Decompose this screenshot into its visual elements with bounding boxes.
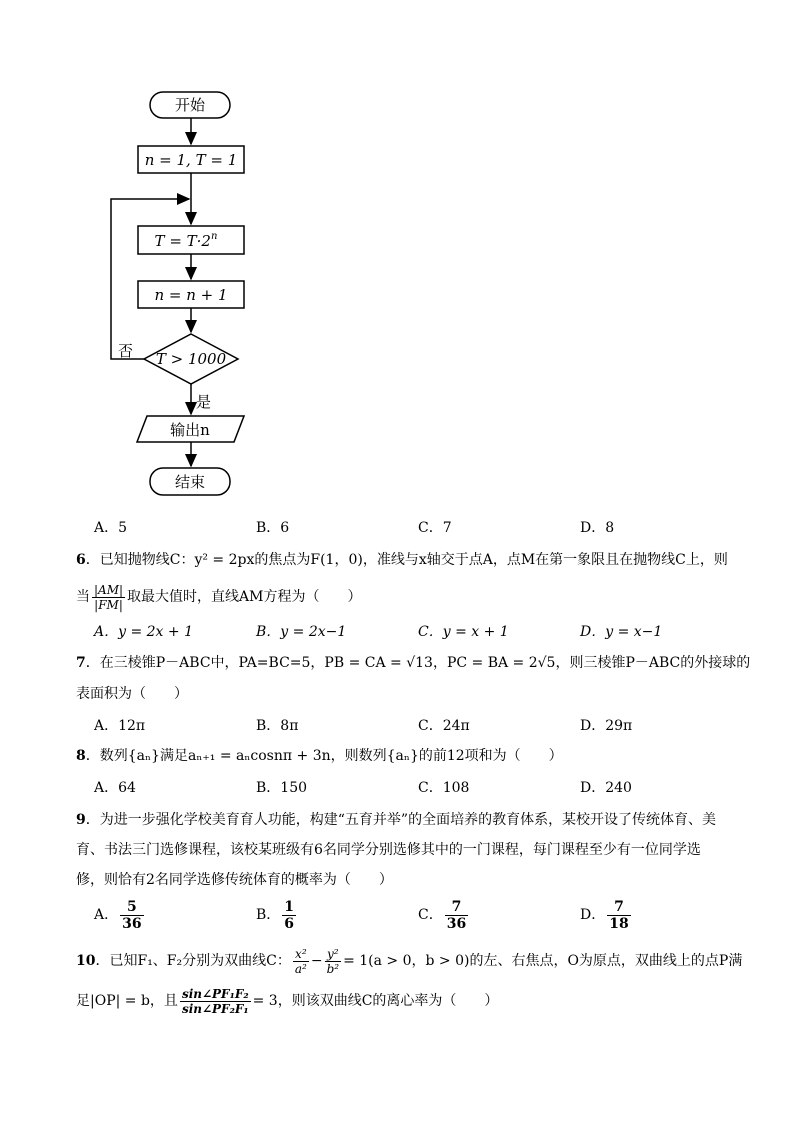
q6-number: 6 — [76, 552, 86, 568]
q7-line1 — [76, 653, 750, 673]
flowchart — [0, 0, 794, 520]
q7-option-a: A．12π — [94, 718, 146, 734]
q5-option-a: A．5 — [94, 520, 128, 536]
q9-text: ．为进一步强化学校美育育人功能，构建“五育并举”的全面培养的教育体系，某校开设了传统体育、美 — [85, 812, 717, 828]
q8-option-b: B．150 — [256, 780, 308, 796]
q8-option-a: A．64 — [94, 780, 136, 796]
q10-number: 10 — [76, 953, 96, 969]
q6-suffix: 取最大值时，直线AM方程为（ ） — [127, 589, 362, 605]
q6-line2 — [76, 580, 362, 614]
q8-option-c: C．108 — [418, 780, 470, 796]
q9-number: 9 — [76, 812, 86, 828]
q6-line1 — [76, 550, 728, 570]
q10-text-c: 足|OP| = b，且 — [76, 993, 178, 1009]
q9-option-a: A． $\frac{5}{36}$ — [94, 898, 142, 932]
q8-text: ．数列{aₙ}满足aₙ₊₁ = aₙcosnπ + 3n，则数列{aₙ}的前12项和为（ ） — [85, 748, 563, 764]
q10-frac-sin: $\frac{\text{sin∠PF₁F₂}}{\text{sin∠PF₂F₁}}$ — [181, 986, 249, 1016]
q7-text: ．在三棱锥P－ABC中，PA=BC=5，PB = CA = √13，PC = BA = 2√5，则三棱锥P－ABC的外接球的 — [85, 655, 751, 671]
q6-fraction: $\frac{|AM|}{|FM|}$ — [94, 582, 124, 612]
q8-line1 — [76, 746, 563, 766]
q9-line2: 育、书法三门选修课程，该校某班级有6名同学分别选修其中的一门课程，每门课程至少有一位同学选 — [76, 842, 701, 858]
flowchart-step2-text: n = n + 1 — [154, 286, 228, 304]
q10-frac-x: $\frac{\text{x²}}{\text{a²}}$ — [294, 946, 307, 976]
q6-option-a: A．y = 2x + 1 — [94, 624, 193, 640]
q5-option-d: D．8 — [580, 520, 615, 536]
flowchart-loop-arrow — [111, 199, 189, 359]
q7-option-b: B．8π — [256, 718, 299, 734]
flowchart-yes-label: 是 — [196, 393, 212, 411]
q9-line3: 修，则恰有2名同学选修传统体育的概率为（ ） — [76, 872, 393, 888]
flowchart-start-text: 开始 — [174, 96, 206, 114]
q10-line1 — [76, 944, 742, 978]
q10-minus: − — [310, 953, 323, 969]
flowchart-step1-text: $T = T\cdot 2^n$ — [154, 231, 218, 250]
q6-text: ．已知抛物线C：y² = 2px的焦点为F(1，0)，准线与x轴交于点A，点M在第一象限且在抛物线C上，则 — [85, 552, 728, 568]
q7-number: 7 — [76, 655, 86, 671]
q6-option-b: B．y = 2x−1 — [256, 624, 347, 640]
q5-option-c: C．7 — [418, 520, 452, 536]
q10-line2 — [76, 984, 498, 1018]
q6-option-d: D．y = x−1 — [580, 624, 663, 640]
q10-frac-y: $\frac{\text{y²}}{\text{b²}}$ — [326, 946, 340, 976]
flowchart-no-label: 否 — [118, 342, 134, 360]
q9-option-c: C． $\frac{7}{36}$ — [418, 898, 467, 932]
q6-option-c: C．y = x + 1 — [418, 624, 509, 640]
flowchart-end-text: 结束 — [174, 473, 206, 491]
q9-option-d: D． $\frac{7}{18}$ — [580, 898, 629, 932]
q8-number: 8 — [76, 748, 86, 764]
q5-option-b: B．6 — [256, 520, 290, 536]
q7-option-d: D．29π — [580, 718, 633, 734]
q7-option-c: C．24π — [418, 718, 470, 734]
q10-text-b: = 1(a > 0，b > 0)的左、右焦点，O为原点，双曲线上的点P满 — [343, 953, 743, 969]
q6-prefix: 当 — [76, 589, 90, 605]
flowchart-condition-text: T > 1000 — [155, 350, 227, 368]
flowchart-init-text: n = 1, T = 1 — [144, 151, 238, 169]
q10-text-a: ．已知F₁、F₂分别为双曲线C： — [95, 953, 291, 969]
q7-line2: 表面积为（ ） — [76, 686, 188, 702]
q10-text-d: = 3，则该双曲线C的离心率为（ ） — [252, 993, 499, 1009]
flowchart-output-text: 输出n — [170, 421, 210, 439]
q8-option-d: D．240 — [580, 780, 632, 796]
q9-line1 — [76, 810, 716, 830]
q9-option-b: B． $\frac{1}{6}$ — [256, 898, 295, 932]
